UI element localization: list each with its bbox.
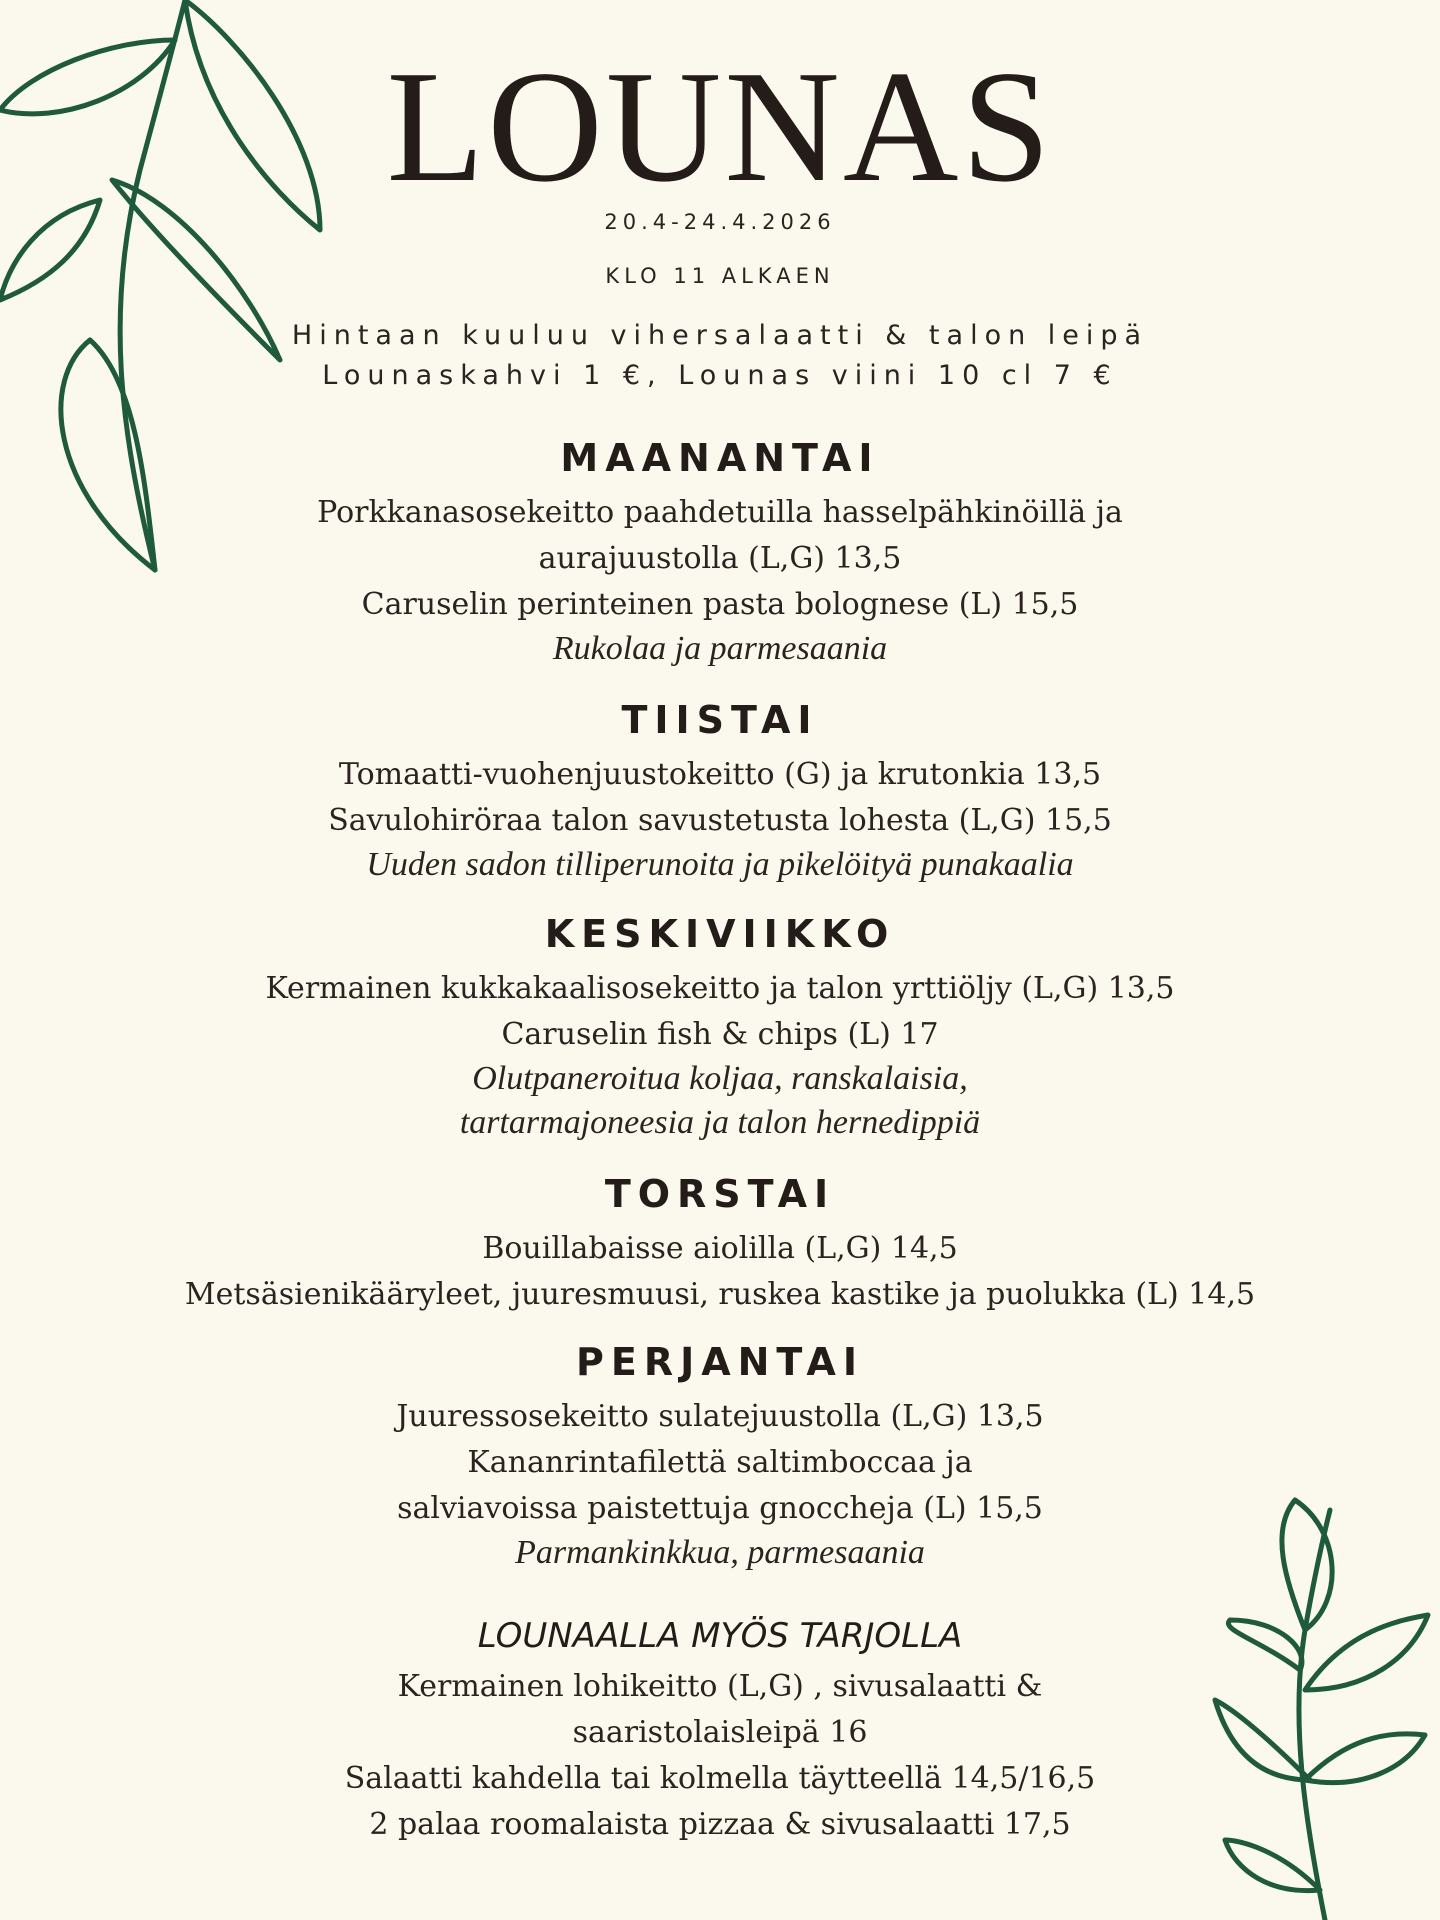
menu-line: Juuressosekeitto sulatejuustolla (L,G) 13,5 [396, 1399, 1044, 1434]
menu-line: Savulohiröraa talon savustetusta lohesta (L,G) 15,5 [328, 803, 1112, 838]
menu-line: Kermainen kukkakaalisosekeitto ja talon yrttiöljy (L,G) 13,5 [265, 971, 1175, 1006]
menu-line: saaristolaisleipä 16 [572, 1715, 868, 1750]
day-heading-monday: MAANANTAI [560, 436, 880, 480]
menu-line: aurajuustolla (L,G) 13,5 [538, 541, 902, 576]
menu-line: 2 palaa roomalaista pizzaa & sivusalaatti 17,5 [369, 1807, 1071, 1842]
menu-line-side: Uuden sadon tilliperunoita ja pikelöityä punakaalia [366, 846, 1074, 883]
menu-line: Porkkanasosekeitto paahdetuilla hasselpähkinöillä ja [317, 495, 1123, 530]
menu-line: Bouillabaisse aiolilla (L,G) 14,5 [482, 1231, 958, 1266]
menu-dates: 20.4-24.4.2026 [604, 210, 836, 234]
day-heading-friday: PERJANTAI [576, 1340, 864, 1384]
also-available-heading: LOUNAALLA MYÖS TARJOLLA [477, 1616, 963, 1656]
menu-line-side: Rukolaa ja parmesaania [552, 630, 888, 667]
menu-line: Tomaatti-vuohenjuustokeitto (G) ja krutonkia 13,5 [338, 757, 1102, 792]
page-title: LOUNAS [386, 37, 1054, 215]
menu-line-side: tartarmajoneesia ja talon hernedippiä [459, 1104, 981, 1141]
menu-line-side: Parmankinkkua, parmesaania [515, 1534, 925, 1571]
day-heading-wednesday: KESKIVIIKKO [544, 912, 896, 956]
serving-time: KLO 11 ALKAEN [605, 264, 835, 288]
menu-line: Kananrintafilettä saltimboccaa ja [467, 1445, 973, 1480]
included-note: Hintaan kuuluu vihersalaatti & talon leipä [291, 320, 1149, 351]
menu-line-side: Olutpaneroitua koljaa, ranskalaisia, [472, 1060, 968, 1097]
menu-line: Metsäsienikääryleet, juuresmuusi, ruskea kastike ja puolukka (L) 14,5 [184, 1277, 1256, 1312]
day-heading-thursday: TORSTAI [604, 1172, 836, 1216]
menu-line: Caruselin fish & chips (L) 17 [501, 1017, 939, 1052]
menu-line: Kermainen lohikeitto (L,G) , sivusalaatti & [397, 1669, 1043, 1704]
day-heading-tuesday: TIISTAI [621, 698, 819, 742]
drinks-note: Lounaskahvi 1 €, Lounas viini 10 cl 7 € [322, 360, 1118, 391]
menu-line: salviavoissa paistettuja gnoccheja (L) 15,5 [397, 1491, 1043, 1526]
menu-line: Caruselin perinteinen pasta bolognese (L) 15,5 [361, 587, 1079, 622]
menu-line: Salaatti kahdella tai kolmella täytteellä 14,5/16,5 [344, 1761, 1096, 1796]
